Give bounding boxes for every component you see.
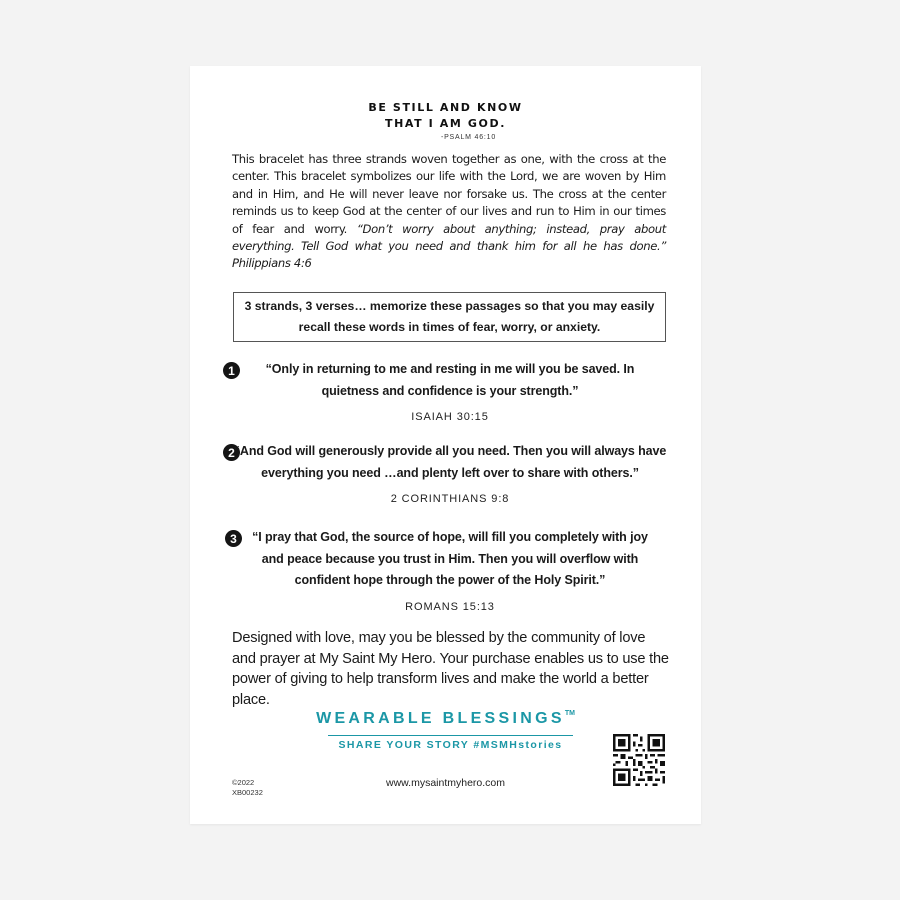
brand-name: WEARABLE BLESSINGS bbox=[316, 710, 565, 727]
product-code: XB00232 bbox=[232, 788, 263, 797]
verse-3-quote: “I pray that God, the source of hope, will fill you completely with joy and peace because you trust in Him. Then you will overflow with confident hope through the power of the Holy Spirit.” bbox=[252, 530, 648, 587]
copyright-text: ©2022 bbox=[232, 778, 255, 787]
legal-info bbox=[232, 778, 263, 798]
verse-1 bbox=[220, 359, 680, 423]
number-3-icon: 3 bbox=[225, 530, 242, 547]
verse-3 bbox=[220, 527, 680, 613]
trademark-mark: TM bbox=[564, 710, 575, 717]
verse-1-reference: ISAIAH 30:15 bbox=[411, 411, 489, 423]
intro-italic-quote: “Don’t worry about anything; instead, pray about everything. Tell God what you need and thank him for all he has done.” Philippians 4:6 bbox=[232, 221, 666, 271]
verse-2-reference: 2 CORINTHIANS 9:8 bbox=[390, 493, 510, 505]
card-heading bbox=[190, 100, 701, 143]
memorize-text: 3 strands, 3 verses… memorize these passages so that you may easily recall these words in times of fear, worry, or anxiety. bbox=[244, 299, 655, 334]
card bbox=[190, 66, 701, 824]
verse-1-quote: “Only in returning to me and resting in me will you be saved. In quietness and confidence is your strength.” bbox=[265, 362, 635, 398]
heading-line-1: BE STILL AND KNOW bbox=[368, 101, 523, 114]
verse-2 bbox=[220, 441, 680, 505]
heading-reference: -PSALM 46:10 bbox=[440, 134, 497, 141]
closing-paragraph: Designed with love, may you be blessed by the community of love and prayer at My Saint My Hero. Your purchase enables us to use the power of giving to help transform lives and make the world a better place. bbox=[232, 630, 669, 708]
brand-tagline: SHARE YOUR STORY #MSMHstories bbox=[328, 735, 573, 751]
number-2-icon: 2 bbox=[223, 444, 240, 461]
heading-line-2: THAT I AM GOD. bbox=[384, 117, 506, 130]
memorize-box bbox=[233, 292, 666, 342]
website-link[interactable]: www.mysaintmyhero.com bbox=[385, 777, 506, 789]
intro-paragraph bbox=[232, 151, 666, 273]
number-1-icon: 1 bbox=[223, 362, 240, 379]
verse-2-quote: “And God will generously provide all you need. Then you will always have everything you need …and plenty left over to share with others.” bbox=[233, 444, 667, 480]
intro-text: This bracelet has three strands woven together as one, with the cross at the center. This bracelet symbolizes our life with the Lord, we are woven by Him and in Him, and He will never leave nor forsake us. The cross at the center reminds us to keep God at the center of our lives and run to Him in our times of fear and worry. bbox=[232, 152, 666, 236]
verse-3-reference: ROMANS 15:13 bbox=[405, 600, 495, 613]
brand-title bbox=[190, 710, 701, 728]
